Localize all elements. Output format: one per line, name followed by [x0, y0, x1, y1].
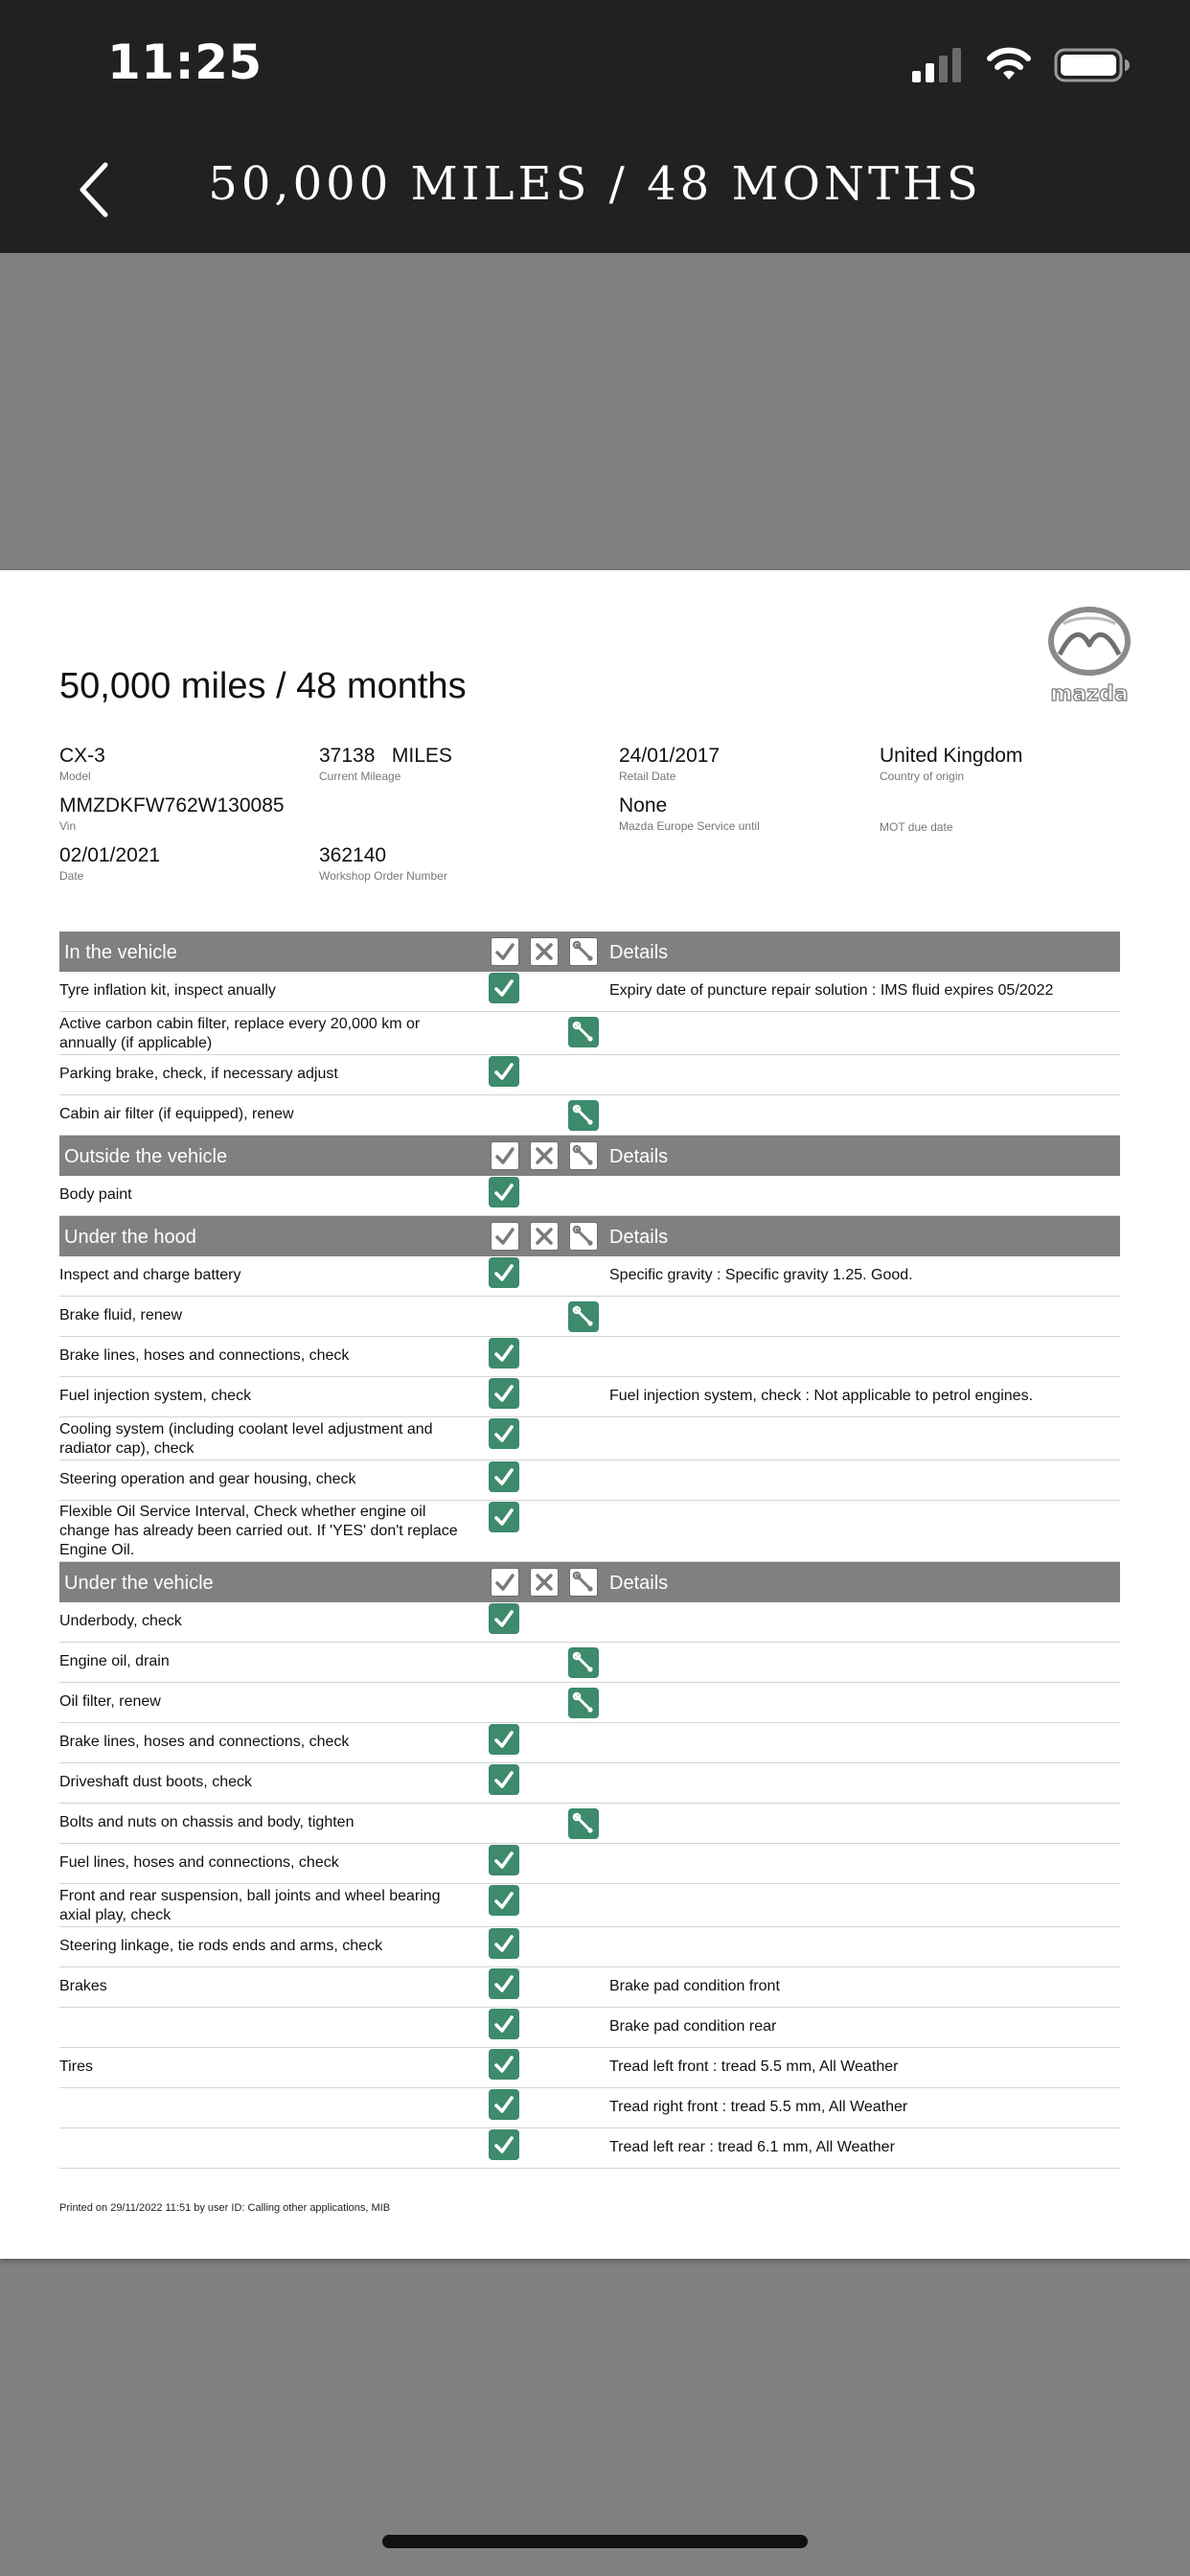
item-description: Driveshaft dust boots, check	[59, 1774, 252, 1790]
info-model	[59, 745, 105, 783]
info-vin	[59, 794, 285, 833]
wrench-mark-icon	[568, 1808, 599, 1839]
checklist-row	[59, 1927, 1120, 1967]
info-workshop-order-value: 362140	[319, 844, 387, 866]
checklist-row	[59, 1012, 1120, 1055]
wrench-icon	[569, 1141, 598, 1170]
cross-icon	[530, 1568, 559, 1597]
check-mark-icon	[489, 1764, 519, 1795]
check-icon	[491, 937, 519, 966]
info-service-until	[619, 794, 760, 833]
section-title: Under the vehicle	[64, 1573, 214, 1594]
check-mark-icon	[489, 1378, 519, 1409]
check-mark-icon	[489, 1724, 519, 1755]
service-report-document	[0, 570, 1190, 2259]
section-header	[59, 1216, 1120, 1256]
item-description: Engine oil, drain	[59, 1653, 170, 1669]
checklist-row	[59, 1176, 1120, 1216]
item-description: Steering linkage, tie rods ends and arms, check	[59, 1938, 383, 1954]
signal-icon	[912, 48, 964, 82]
checklist-row	[59, 1763, 1120, 1804]
app-header	[0, 0, 1190, 253]
check-mark-icon	[489, 2089, 519, 2120]
section-title: In the vehicle	[64, 942, 177, 963]
section-header	[59, 1136, 1120, 1176]
item-detail: Expiry date of puncture repair solution : IMS fluid expires 05/2022	[609, 982, 1054, 999]
checklist-row	[59, 1602, 1120, 1643]
info-workshop-order	[319, 844, 447, 883]
info-country-value: United Kingdom	[880, 745, 1023, 767]
wrench-mark-icon	[568, 1301, 599, 1332]
details-header: Details	[609, 1573, 669, 1594]
item-detail: Tread left front : tread 5.5 mm, All Weather	[609, 2058, 899, 2075]
checklist-row	[59, 2048, 1120, 2088]
info-date-value: 02/01/2021	[59, 844, 161, 866]
check-mark-icon	[489, 1845, 519, 1875]
info-retail-date-value: 24/01/2017	[619, 745, 721, 767]
wrench-mark-icon	[568, 1017, 599, 1047]
checklist-row	[59, 1297, 1120, 1337]
info-country	[880, 745, 1022, 783]
info-mot-value	[880, 794, 953, 818]
info-service-until-value: None	[619, 794, 668, 816]
info-workshop-order-label: Workshop Order Number	[319, 869, 447, 883]
checklist-row	[59, 1967, 1120, 2008]
item-description: Flexible Oil Service Interval, Check whether engine oil change has already been carried out. If 'YES' don't replace Engine Oil.	[59, 1504, 458, 1558]
checklist-row	[59, 1055, 1120, 1095]
checklist-row	[59, 1884, 1120, 1927]
info-mileage-label: Current Mileage	[319, 770, 401, 783]
battery-icon	[1054, 47, 1131, 83]
section-header	[59, 1562, 1120, 1602]
checklist-row	[59, 1643, 1120, 1683]
info-model-label: Model	[59, 770, 91, 783]
item-description: Tyre inflation kit, inspect anually	[59, 982, 276, 999]
service-checklist-table	[59, 932, 1120, 2169]
checklist-row	[59, 1377, 1120, 1417]
check-mark-icon	[489, 1928, 519, 1959]
item-description: Fuel lines, hoses and connections, check	[59, 1854, 339, 1871]
checklist-row	[59, 1256, 1120, 1297]
details-header: Details	[609, 1146, 669, 1167]
checklist-row	[59, 1683, 1120, 1723]
details-header: Details	[609, 1227, 669, 1248]
item-description: Cooling system (including coolant level adjustment and radiator cap), check	[59, 1421, 433, 1457]
info-mileage-value: 37138 MILES	[319, 745, 452, 767]
item-description: Underbody, check	[59, 1613, 182, 1629]
wrench-mark-icon	[568, 1647, 599, 1678]
home-indicator[interactable]	[382, 2535, 808, 2548]
item-description: Tires	[59, 2058, 93, 2075]
item-detail: Brake pad condition rear	[609, 2018, 777, 2035]
info-country-label: Country of origin	[880, 770, 965, 783]
info-mot-label: MOT due date	[880, 820, 953, 834]
check-mark-icon	[489, 1257, 519, 1288]
info-mileage	[319, 745, 452, 783]
item-description: Bolts and nuts on chassis and body, tighten	[59, 1814, 355, 1830]
checklist-row	[59, 1501, 1120, 1562]
details-header: Details	[609, 942, 669, 963]
item-description: Brakes	[59, 1978, 107, 1994]
info-retail-date	[619, 745, 720, 783]
info-date-label: Date	[59, 869, 84, 883]
checklist-row	[59, 1417, 1120, 1460]
item-description: Parking brake, check, if necessary adjust	[59, 1066, 338, 1082]
checklist-row	[59, 1460, 1120, 1501]
wrench-icon	[569, 1222, 598, 1251]
item-detail: Tread left rear : tread 6.1 mm, All Weather	[609, 2139, 895, 2155]
item-description: Body paint	[59, 1186, 132, 1203]
check-icon	[491, 1222, 519, 1251]
wrench-icon	[569, 937, 598, 966]
info-vin-label: Vin	[59, 819, 77, 833]
wrench-mark-icon	[568, 1100, 599, 1131]
document-title: 50,000 miles / 48 months	[59, 666, 467, 706]
info-mot	[880, 794, 953, 834]
info-vin-value: MMZDKFW762W130085	[59, 794, 285, 816]
item-detail: Fuel injection system, check : Not applicable to petrol engines.	[609, 1388, 1034, 1404]
item-detail: Tread right front : tread 5.5 mm, All Weather	[609, 2099, 908, 2115]
mazda-wordmark: mazda	[1050, 682, 1129, 706]
item-detail: Specific gravity : Specific gravity 1.25. Good.	[609, 1267, 913, 1283]
check-mark-icon	[489, 1885, 519, 1916]
check-mark-icon	[489, 1968, 519, 1999]
item-description: Oil filter, renew	[59, 1693, 161, 1710]
section-header	[59, 932, 1120, 972]
mazda-logo	[1037, 605, 1142, 706]
check-mark-icon	[489, 1461, 519, 1492]
cross-icon	[530, 1222, 559, 1251]
checklist-row	[59, 2128, 1120, 2169]
check-mark-icon	[489, 1177, 519, 1208]
info-service-until-label: Mazda Europe Service until	[619, 819, 760, 833]
wrench-icon	[569, 1568, 598, 1597]
checklist-row	[59, 1844, 1120, 1884]
cross-icon	[530, 1141, 559, 1170]
checklist-row	[59, 2088, 1120, 2128]
check-mark-icon	[489, 2129, 519, 2160]
cross-icon	[530, 937, 559, 966]
checklist-row	[59, 1337, 1120, 1377]
page-title: 50,000 MILES / 48 MONTHS	[208, 157, 982, 211]
item-description: Brake lines, hoses and connections, check	[59, 1734, 350, 1750]
print-footer: Printed on 29/11/2022 11:51 by user ID: Calling other applications, MIB	[59, 2202, 391, 2214]
checklist-row	[59, 1095, 1120, 1136]
section-title: Under the hood	[64, 1227, 196, 1248]
check-mark-icon	[489, 1338, 519, 1368]
mazda-emblem-icon	[1037, 605, 1142, 706]
info-model-value: CX-3	[59, 745, 105, 767]
check-icon	[491, 1568, 519, 1597]
status-time: 11:25	[107, 34, 263, 90]
item-description: Brake lines, hoses and connections, check	[59, 1347, 350, 1364]
wifi-icon	[985, 47, 1033, 83]
item-detail: Brake pad condition front	[609, 1978, 780, 1994]
check-mark-icon	[489, 1603, 519, 1634]
section-title: Outside the vehicle	[64, 1146, 228, 1167]
status-icons	[912, 44, 1131, 86]
item-description: Fuel injection system, check	[59, 1388, 252, 1404]
check-mark-icon	[489, 2049, 519, 2080]
checklist-row	[59, 972, 1120, 1012]
item-description: Front and rear suspension, ball joints and wheel bearing axial play, check	[59, 1888, 441, 1923]
checklist-row	[59, 1804, 1120, 1844]
check-icon	[491, 1141, 519, 1170]
item-description: Brake fluid, renew	[59, 1307, 183, 1323]
checklist-row	[59, 2008, 1120, 2048]
item-description: Cabin air filter (if equipped), renew	[59, 1106, 294, 1122]
item-description: Steering operation and gear housing, check	[59, 1471, 356, 1487]
check-mark-icon	[489, 973, 519, 1003]
check-mark-icon	[489, 1056, 519, 1087]
item-description: Inspect and charge battery	[59, 1267, 241, 1283]
checklist-row	[59, 1723, 1120, 1763]
check-mark-icon	[489, 1418, 519, 1449]
check-mark-icon	[489, 1502, 519, 1532]
wrench-mark-icon	[568, 1688, 599, 1718]
item-description: Active carbon cabin filter, replace every 20,000 km or annually (if applicable)	[59, 1016, 421, 1051]
info-retail-date-label: Retail Date	[619, 770, 676, 783]
check-mark-icon	[489, 2009, 519, 2039]
info-date	[59, 844, 160, 883]
